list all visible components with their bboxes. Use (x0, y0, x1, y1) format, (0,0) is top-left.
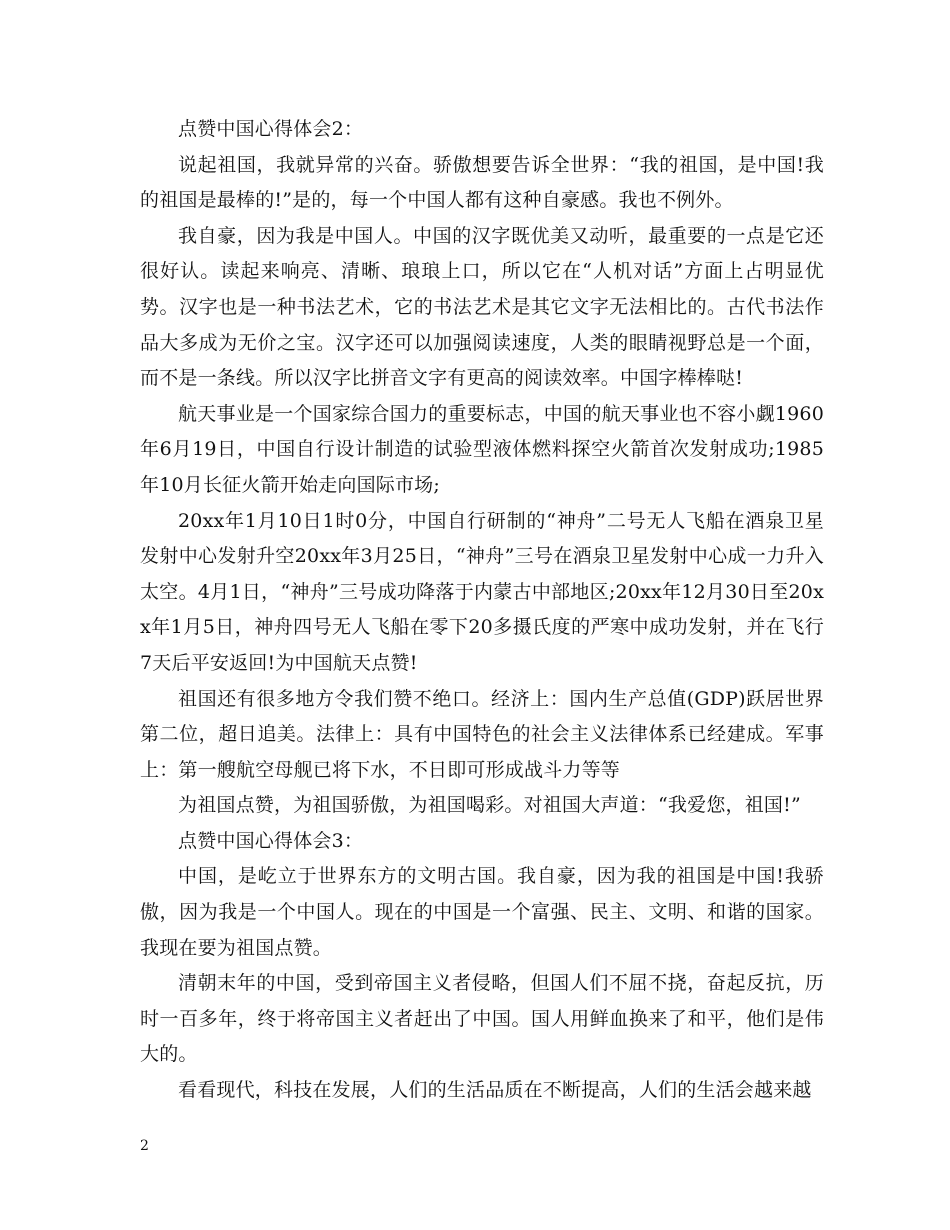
document-body (140, 112, 824, 1109)
paragraph: 为祖国点赞，为祖国骄傲，为祖国喝彩。对祖国大声道：“我爱您，祖国!” (178, 794, 801, 817)
paragraph: 航天事业是一个国家综合国力的重要标志，中国的航天事业也不容小觑1960年6月19日，中国自行设计制造的试验型液体燃料探空火箭首次发射成功;1985年10月长征火箭开始走向国际市场; (140, 402, 824, 496)
paragraph: 中国，是屹立于世界东方的文明古国。我自豪，因为我的祖国是中国!我骄傲，因为我是一个中国人。现在的中国是一个富强、民主、文明、和谐的国家。我现在要为祖国点赞。 (140, 865, 824, 959)
paragraph: 祖国还有很多地方令我们赞不绝口。经济上：国内生产总值(GDP)跃居世界第二位，超日追美。法律上：具有中国特色的社会主义法律体系已经建成。军事上：第一艘航空母舰已将下水，不日即可形成战斗力等等 (140, 687, 824, 781)
paragraph: 看看现代，科技在发展，人们的生活品质在不断提高，人们的生活会越来越 (178, 1079, 812, 1102)
paragraph: 20xx年1月10日1时0分，中国自行研制的“神舟”二号无人飞船在酒泉卫星发射中心发射升空20xx年3月25日，“神舟”三号在酒泉卫星发射中心成一力升入太空。4月1日，“神舟”三号成功降落于内蒙古中部地区;20xx年12月30日至20xx年1月5日，神舟四号无人飞船在零下20多摄氏度的严寒中成功发射，并在飞行7天后平安返回!为中国航天点赞! (140, 509, 824, 674)
section-heading: 点赞中国心得体会2： (178, 118, 364, 140)
page-number: 2 (140, 1138, 149, 1154)
paragraph: 清朝末年的中国，受到帝国主义者侵略，但国人们不屈不挠，奋起反抗，历时一百多年，终于将帝国主义者赶出了中国。国人用鲜血换来了和平，他们是伟大的。 (140, 972, 824, 1066)
section-heading: 点赞中国心得体会3： (178, 829, 364, 852)
paragraph: 我自豪，因为我是中国人。中国的汉字既优美又动听，最重要的一点是它还很好认。读起来响亮、清晰、琅琅上口，所以它在“人机对话”方面上占明显优势。汉字也是一种书法艺术，它的书法艺术是其它文字无法相比的。古代书法作品大多成为无价之宝。汉字还可以加强阅读速度，人类的眼睛视野总是一个面，而不是一条线。所以汉字比拼音文字有更高的阅读效率。中国字棒棒哒! (140, 224, 824, 390)
paragraph: 说起祖国，我就异常的兴奋。骄傲想要告诉全世界：“我的祖国，是中国!我的祖国是最棒的!”是的，每一个中国人都有这种自豪感。我也不例外。 (140, 153, 824, 212)
